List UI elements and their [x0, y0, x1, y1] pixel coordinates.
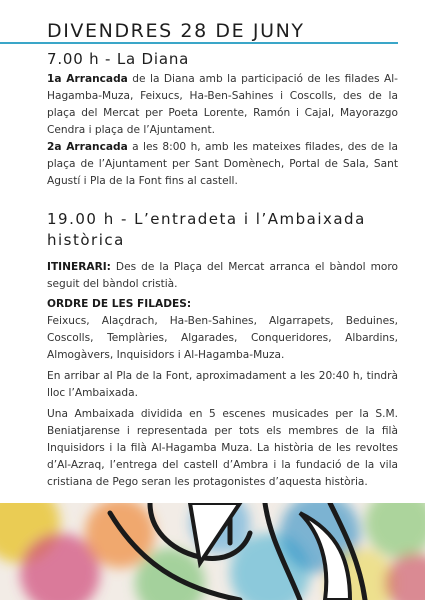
text-first-arrancada: de la Diana amb la participació de les filades Al-Hagamba-Muza, Feixucs, Ha-Ben-Sahines i Coscolls, des de la plaça del Mercat per Poeta Lorente, Ramón i Cajal, Mayorazgo Cendra i plaça de l’Ajuntament.: [47, 73, 398, 136]
paragraph-ordre-filades: Feixucs, Alaçdrach, Ha-Ben-Sahines, Algarrapets, Beduines, Coscolls, Templàries, Algarades, Conqueridores, Albardins, Almogàvers, Inquisidors i Al-Hagamba-Muza.: [47, 315, 398, 361]
text-second-arrancada: a les 8:00 h, amb les mateixes filades, des de la plaça de l’Ajuntament per Sant Domènech, Portal de Sala, Sant Agustí i Pla de la Font fins al castell.: [47, 141, 398, 187]
decorative-artwork: [0, 503, 425, 600]
text-itinerari: Des de la Plaça del Mercat arranca el bàndol moro seguit del bàndol cristià.: [47, 261, 398, 290]
paragraph-second-arrancada: [47, 139, 398, 190]
event-title-diana: 7.00 h - La Diana: [47, 50, 190, 68]
lead-first-arrancada: 1a Arrancada: [47, 73, 128, 85]
paragraph-ambaixada: Una Ambaixada dividida en 5 escenes musicades per la S.M. Beniatjarense i representada per tots els membres de la filà Inquisidors i la filà Al-Hagamba Muza. La història de les revoltes d’Al-Azraq, l’entrega del castell d’Ambra i la fundació de la vila cristiana de Pego seran les protagonistes d’aquesta història.: [47, 408, 398, 488]
paragraph-arribar: En arribar al Pla de la Font, aproximadament a les 20:40 h, tindrà lloc l’Ambaixada.: [47, 370, 398, 399]
event-title-ambaixada: 19.00 h - L’entradeta i l’Ambaixada històrica: [47, 210, 366, 249]
ordre-heading: ORDRE DE LES FILADES:: [47, 298, 192, 310]
page-title: DIVENDRES 28 DE JUNY: [47, 20, 305, 42]
paragraph-first-arrancada: [47, 71, 398, 139]
paragraph-itinerari: [47, 259, 398, 293]
heading-ordre-filades: [47, 296, 398, 313]
lead-second-arrancada: 2a Arrancada: [47, 141, 128, 153]
lead-itinerari: ITINERARI:: [47, 261, 111, 273]
header-divider: [0, 42, 398, 44]
